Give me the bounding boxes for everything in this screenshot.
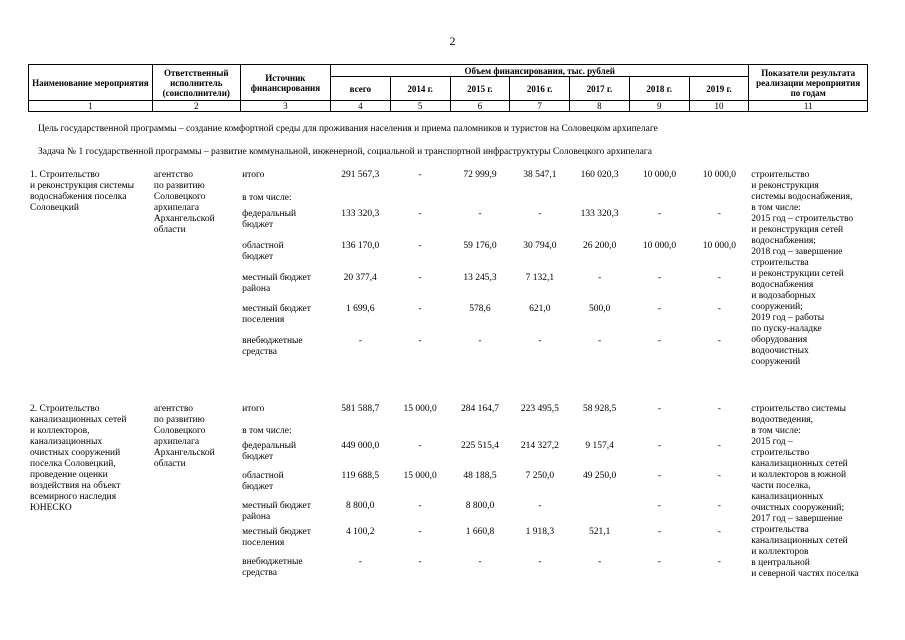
funding-value: - <box>657 336 662 347</box>
funding-value: 449 000,0 <box>341 441 380 451</box>
funding-value: 26 200,0 <box>583 240 617 251</box>
funding-value: 136 170,0 <box>341 240 380 251</box>
funding-value: 8 800,0 <box>465 501 495 511</box>
col-number: 4 <box>330 101 390 112</box>
funding-value: 521,1 <box>588 527 611 537</box>
funding-source: в том числе: <box>242 193 292 204</box>
funding-source: областной бюджет <box>242 471 284 492</box>
funding-value: 10 000,0 <box>642 240 677 251</box>
header-year: 2018 г. <box>629 77 689 101</box>
funding-value: 48 188,5 <box>463 471 497 481</box>
funding-value: - <box>598 336 602 347</box>
funding-value: - <box>418 336 422 347</box>
funding-value: - <box>717 336 721 347</box>
funding-value: - <box>717 304 721 315</box>
funding-value: - <box>418 527 422 537</box>
measure-name: 1. Строительство и реконструкция системы водоснабжения поселка Соловецкий <box>30 170 135 213</box>
funding-value: - <box>478 209 482 220</box>
funding-value: 160 020,3 <box>580 170 619 180</box>
program-goal: Цель государственной программы – создание комфортной среды для проживания населения и приема паломников и туристов на Соловецком архипелаге <box>38 124 658 134</box>
funding-value: - <box>418 272 422 283</box>
funding-value: 1 699,6 <box>346 304 375 315</box>
header-source: Источник финансирования <box>240 65 330 101</box>
col-number: 6 <box>450 101 510 112</box>
measure-executor: агентство по развитию Соловецкого архипелага Архангельской области <box>153 404 215 469</box>
col-number: 5 <box>390 101 450 112</box>
funding-value: - <box>538 557 542 567</box>
funding-value: - <box>717 501 721 511</box>
funding-source: местный бюджет поселения <box>242 527 311 548</box>
funding-source: итого <box>242 170 265 180</box>
funding-value: - <box>418 557 422 567</box>
funding-value <box>390 426 450 441</box>
funding-value: - <box>478 336 482 347</box>
funding-value: 133 320,3 <box>341 209 380 220</box>
funding-value: - <box>418 170 422 180</box>
funding-value: - <box>418 501 422 511</box>
funding-value: - <box>657 527 662 537</box>
funding-value: 7 250,0 <box>525 471 555 481</box>
funding-value: 119 688,5 <box>341 471 380 481</box>
funding-value <box>330 426 390 441</box>
funding-value: - <box>478 557 482 567</box>
funding-value: - <box>717 441 721 451</box>
funding-source: федеральный бюджет <box>242 209 297 231</box>
funding-value: 291 567,3 <box>341 170 380 180</box>
funding-source: федеральный бюджет <box>242 441 297 462</box>
funding-value: 38 547,1 <box>523 170 557 180</box>
funding-source: в том числе: <box>242 426 292 436</box>
funding-value: - <box>717 471 721 481</box>
header-year: 2016 г. <box>510 77 570 101</box>
funding-value <box>510 426 570 441</box>
funding-value: 9 157,4 <box>585 441 614 451</box>
funding-value: 15 000,0 <box>403 471 437 481</box>
program-task: Задача № 1 государственной программы – развитие коммунальной, инженерной, социальной и транспортной инфраструктуры Соловецкого архипелага <box>38 147 652 157</box>
funding-value: 621,0 <box>529 304 551 315</box>
header-volume: Объем финансирования, тыс. рублей <box>330 65 748 77</box>
funding-value <box>450 426 510 441</box>
header-year: 2015 г. <box>450 77 510 101</box>
funding-value <box>570 501 630 527</box>
funding-value: - <box>657 441 662 451</box>
funding-source: местный бюджет района <box>242 501 311 522</box>
funding-value: 15 000,0 <box>403 404 437 414</box>
funding-value: 4 100,2 <box>346 527 375 537</box>
funding-value: 214 327,2 <box>520 441 559 451</box>
funding-value: - <box>657 304 662 315</box>
funding-source: внебюджетные средства <box>242 336 303 358</box>
funding-value: 500,0 <box>588 304 611 315</box>
funding-value: - <box>657 501 662 511</box>
funding-value: - <box>657 209 662 220</box>
funding-value: 10 000,0 <box>642 170 677 180</box>
measure-row-1 <box>28 170 868 368</box>
funding-value: 13 245,3 <box>463 272 497 283</box>
funding-value: - <box>657 404 662 414</box>
funding-value: 7 132,1 <box>525 272 555 283</box>
funding-value: - <box>717 404 721 414</box>
funding-value: 58 928,5 <box>583 404 617 414</box>
header-indicators: Показатели результата реализации мероприятия по годам <box>749 65 868 101</box>
funding-value <box>689 426 749 441</box>
col-number: 1 <box>29 101 153 112</box>
funding-value: 10 000,0 <box>702 170 736 180</box>
funding-value: - <box>538 209 542 220</box>
funding-value <box>390 193 450 209</box>
col-number: 3 <box>240 101 330 112</box>
funding-value: 133 320,3 <box>580 209 619 220</box>
funding-value: - <box>657 272 662 283</box>
funding-source: внебюджетные средства <box>242 557 303 578</box>
header-total: всего <box>330 77 390 101</box>
funding-value <box>570 193 630 209</box>
header-name: Наименование мероприятия <box>29 65 153 101</box>
funding-value: - <box>418 209 422 220</box>
funding-value: - <box>358 557 362 567</box>
funding-value: - <box>598 557 602 567</box>
header-year: 2014 г. <box>390 77 450 101</box>
funding-value <box>630 426 690 441</box>
funding-value: - <box>418 441 422 451</box>
header-year: 2017 г. <box>570 77 630 101</box>
measure-executor: агентство по развитию Соловецкого архипелага Архангельской области <box>153 170 215 235</box>
funding-value: - <box>657 471 662 481</box>
funding-source: местный бюджет поселения <box>242 304 311 326</box>
funding-value: - <box>538 501 542 511</box>
funding-value: - <box>717 557 721 567</box>
funding-value: - <box>358 336 362 347</box>
col-number: 8 <box>570 101 630 112</box>
result-indicators: строительство системы водоотведения, в том числе: 2015 год – строительство канализационных сетей и коллекторов в южной части поселка, канализационных очистных сооружений; 2017 год – завершение строительства канализационных сетей и коллекторов в центральной и северной частях поселка <box>751 404 859 579</box>
funding-value: - <box>717 272 721 283</box>
funding-value <box>450 193 510 209</box>
col-number: 9 <box>629 101 689 112</box>
funding-value <box>630 193 690 209</box>
col-number: 7 <box>510 101 570 112</box>
funding-value: 223 495,5 <box>520 404 559 414</box>
funding-value: 20 377,4 <box>343 272 377 283</box>
funding-value: - <box>717 527 721 537</box>
funding-value: 581 588,7 <box>341 404 380 414</box>
funding-value: 59 176,0 <box>463 240 497 251</box>
funding-value: 30 794,0 <box>523 240 557 251</box>
header-table <box>28 64 868 112</box>
funding-value: 8 800,0 <box>346 501 375 511</box>
header-executor: Ответственный исполнитель (соисполнители) <box>152 65 240 101</box>
funding-value: - <box>657 557 662 567</box>
funding-value: - <box>418 240 422 251</box>
funding-value <box>330 193 390 209</box>
result-indicators: строительство и реконструкция системы водоснабжения, в том числе: 2015 год – строительство и реконструкция сетей водоснабжения; 2018 год – завершение строительства и реконструкции сетей водоснабжения и водозаборных сооружений; 2019 год – работы по пуску-наладке оборудования водоочистных сооружений <box>751 170 854 367</box>
funding-value: - <box>717 209 721 220</box>
funding-value <box>510 193 570 209</box>
header-year: 2019 г. <box>689 77 749 101</box>
funding-value: 1 918,3 <box>525 527 555 537</box>
col-number: 10 <box>689 101 749 112</box>
measure-row-2 <box>28 404 868 587</box>
funding-source: итого <box>242 404 265 414</box>
funding-value: - <box>418 304 422 315</box>
funding-value: 225 515,4 <box>460 441 499 451</box>
funding-value: 578,6 <box>469 304 491 315</box>
funding-value: 49 250,0 <box>583 471 617 481</box>
funding-value: 284 164,7 <box>460 404 499 414</box>
funding-source: областной бюджет <box>242 240 284 262</box>
funding-value: - <box>538 336 542 347</box>
funding-value <box>689 193 749 209</box>
col-number: 11 <box>749 101 868 112</box>
funding-source: местный бюджет района <box>242 272 311 294</box>
funding-value: - <box>598 272 602 283</box>
funding-value <box>570 426 630 441</box>
funding-value: 72 999,9 <box>463 170 497 180</box>
funding-value: 1 660,8 <box>465 527 495 537</box>
funding-value: 10 000,0 <box>702 240 736 251</box>
page-number: 2 <box>449 34 456 48</box>
col-number: 2 <box>152 101 240 112</box>
measure-name: 2. Строительство канализационных сетей и коллекторов, канализационных очистных сооружений поселка Соловецкий, проведение оценки воздействия на объект всемирного наследия ЮНЕСКО <box>30 404 127 513</box>
